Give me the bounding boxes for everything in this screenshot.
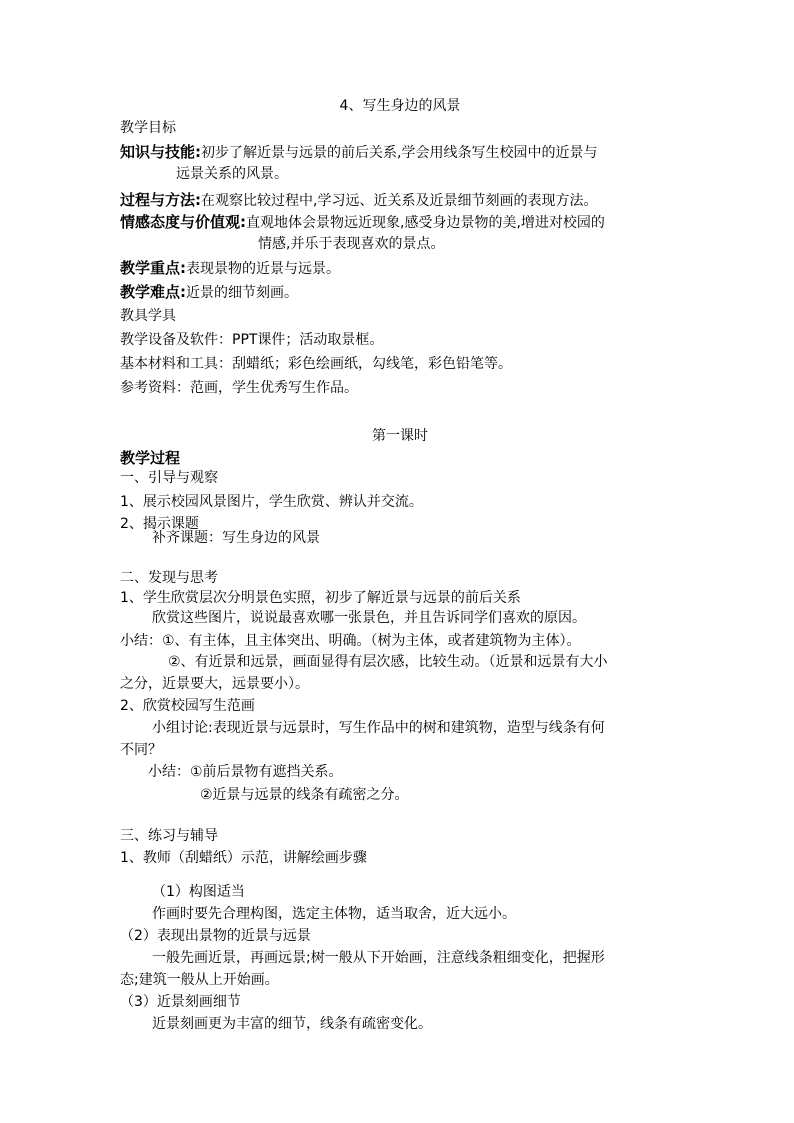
section2-line-9: 小结：①前后景物有遮挡关系。 [148, 764, 343, 780]
emotion-label: 情感态度与价值观: [120, 213, 246, 231]
knowledge-text-1: 初步了解近景与远景的前后关系,学会用线条写生校园中的近景与 [201, 145, 598, 161]
goals-heading: 教学目标 [120, 120, 176, 136]
section3-line-1: 1、教师（刮蜡纸）示范，讲解绘画步骤 [120, 850, 367, 866]
emotion-text-2: 情感,并乐于表现喜欢的景点。 [258, 236, 445, 252]
section2-line-6: 2、欣赏校园写生范画 [120, 698, 255, 714]
section2-line-7: 小组讨论:表现近景与远景时，写生作品中的树和建筑物，造型与线条有何 [152, 720, 605, 736]
section2-line-4: ②、有近景和远景，画面显得有层次感，比较生动。（近景和远景有大小 [168, 654, 608, 670]
tools-line-2: 基本材料和工具：刮蜡纸；彩色绘画纸，勾线笔，彩色铅笔等。 [120, 356, 512, 372]
tools-heading: 教具学具 [120, 308, 176, 324]
tools-line-3: 参考资料：范画，学生优秀写生作品。 [120, 380, 358, 396]
lesson-title: 第一课时 [372, 428, 428, 444]
emotion-line-1 [120, 212, 605, 232]
section2-line-3: 小结：①、有主体，且主体突出、明确。（树为主体，或者建筑物为主体）。 [120, 633, 581, 649]
knowledge-label: 知识与技能: [120, 143, 201, 161]
key-point-line [120, 258, 340, 278]
key-point-text: 表现景物的近景与远景。 [186, 261, 340, 277]
section1-line-3: 补齐课题：写生身边的风景 [152, 530, 320, 546]
tools-line-1: 教学设备及软件：PPT课件；活动取景框。 [120, 332, 384, 348]
section1-heading: 一、引导与观察 [120, 470, 218, 486]
section3-line-3: 作画时要先合理构图，选定主体物，适当取舍，近大远小。 [152, 906, 516, 922]
section3-line-8: 近景刻画更为丰富的细节，线条有疏密变化。 [152, 1016, 432, 1032]
emotion-text-1: 直观地体会景物远近现象,感受身边景物的美,增进对校园的 [246, 215, 605, 231]
section3-line-4: （2）表现出景物的近景与远景 [120, 928, 311, 944]
section3-line-2: （1）构图适当 [152, 884, 245, 900]
section3-line-7: （3）近景刻画细节 [120, 994, 241, 1010]
section2-line-10: ②近景与远景的线条有疏密之分。 [200, 787, 409, 803]
process-text: 在观察比较过程中,学习远、近关系及近景细节刻画的表现方法。 [201, 193, 598, 209]
section2-line-1: 1、学生欣赏层次分明景色实照，初步了解近景与远景的前后关系 [120, 590, 521, 606]
section3-line-5: 一般先画近景，再画远景;树一般从下开始画，注意线条粗细变化，把握形 [152, 950, 605, 966]
process-line [120, 190, 597, 210]
process-heading: 教学过程 [120, 449, 181, 467]
section2-line-8: 不同？ [120, 742, 162, 758]
process-label: 过程与方法: [120, 191, 201, 209]
section3-line-6: 态;建筑一般从上开始画。 [120, 972, 279, 988]
section2-line-2: 欣赏这些图片，说说最喜欢哪一张景色，并且告诉同学们喜欢的原因。 [152, 610, 586, 626]
section2-heading: 二、发现与思考 [120, 570, 218, 586]
section3-heading: 三、练习与辅导 [120, 828, 218, 844]
section1-line-1: 1、展示校园风景图片，学生欣赏、辨认并交流。 [120, 494, 423, 510]
knowledge-text-2: 远景关系的风景。 [176, 166, 288, 182]
difficulty-label: 教学难点: [120, 283, 186, 301]
difficulty-text: 近景的细节刻画。 [186, 285, 298, 301]
difficulty-line [120, 282, 298, 302]
section2-line-5: 之分，近景要大，远景要小）。 [120, 676, 309, 692]
knowledge-line-1 [120, 142, 597, 162]
key-point-label: 教学重点: [120, 259, 186, 277]
section1-line-2: 2、揭示课题 [120, 516, 199, 532]
document-title: 4、写生身边的风景 [339, 98, 461, 114]
